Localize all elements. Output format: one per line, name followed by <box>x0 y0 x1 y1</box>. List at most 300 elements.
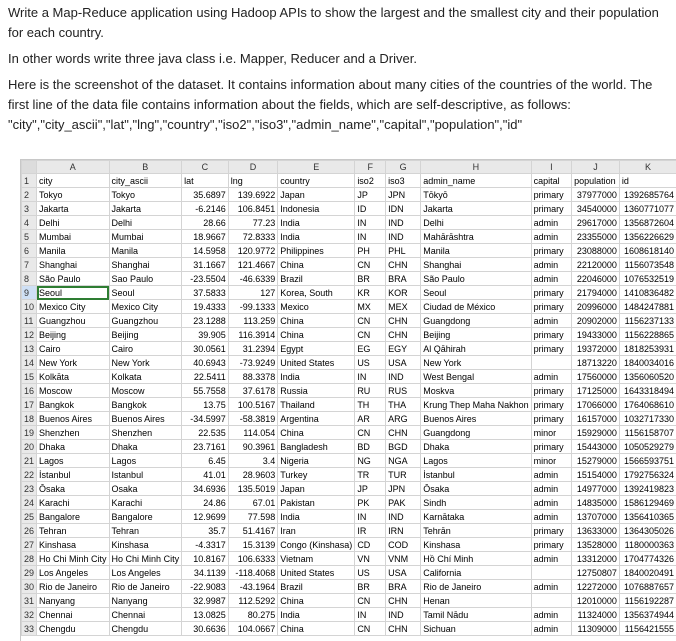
cell[interactable]: 1156192287 <box>619 594 676 608</box>
cell[interactable]: Al Qāhirah <box>421 342 531 356</box>
cell[interactable]: 139.6922 <box>228 188 278 202</box>
cell[interactable]: 6.45 <box>182 454 229 468</box>
cell[interactable]: CN <box>355 622 386 636</box>
cell[interactable]: Delhi <box>37 216 110 230</box>
cell[interactable]: 17125000 <box>572 384 620 398</box>
cell[interactable]: Nanyang <box>109 594 182 608</box>
row-number[interactable]: 6 <box>22 244 37 258</box>
row-number[interactable]: 14 <box>22 356 37 370</box>
cell[interactable]: 12010000 <box>572 594 620 608</box>
cell[interactable]: primary <box>531 538 571 552</box>
cell[interactable]: 1356226629 <box>619 230 676 244</box>
cell[interactable]: AR <box>355 412 386 426</box>
cell[interactable]: 23.1288 <box>182 314 229 328</box>
row-number[interactable]: 27 <box>22 538 37 552</box>
cell[interactable]: Henan <box>421 594 531 608</box>
cell[interactable]: Kinshasa <box>37 538 110 552</box>
cell[interactable]: Congo (Kinshasa) <box>278 538 355 552</box>
cell[interactable]: 15279000 <box>572 454 620 468</box>
cell[interactable]: MEX <box>386 300 421 314</box>
cell[interactable]: 1586129469 <box>619 496 676 510</box>
cell[interactable]: China <box>278 258 355 272</box>
cell[interactable]: KOR <box>386 286 421 300</box>
cell[interactable]: Lagos <box>421 454 531 468</box>
cell[interactable]: Manila <box>109 244 182 258</box>
cell[interactable]: Los Angeles <box>37 566 110 580</box>
cell[interactable]: US <box>355 356 386 370</box>
cell[interactable]: Egypt <box>278 342 355 356</box>
cell[interactable]: IDN <box>386 202 421 216</box>
cell[interactable]: 1410836482 <box>619 286 676 300</box>
cell[interactable]: 106.8451 <box>228 202 278 216</box>
cell[interactable]: Chengdu <box>37 622 110 636</box>
cell[interactable]: California <box>421 566 531 580</box>
cell[interactable]: Indonesia <box>278 202 355 216</box>
cell[interactable]: NG <box>355 454 386 468</box>
cell[interactable]: admin <box>531 370 571 384</box>
cell[interactable]: primary <box>531 384 571 398</box>
cell[interactable]: China <box>278 594 355 608</box>
cell[interactable]: primary <box>531 244 571 258</box>
cell[interactable] <box>531 594 571 608</box>
cell[interactable]: Chengdu <box>109 622 182 636</box>
cell[interactable]: IR <box>355 524 386 538</box>
cell[interactable]: 14835000 <box>572 496 620 510</box>
cell[interactable]: 88.3378 <box>228 370 278 384</box>
cell[interactable]: TUR <box>386 468 421 482</box>
cell[interactable]: RU <box>355 384 386 398</box>
cell[interactable]: Iran <box>278 524 355 538</box>
cell[interactable]: admin <box>531 552 571 566</box>
cell[interactable]: 13.0825 <box>182 608 229 622</box>
cell[interactable]: Vietnam <box>278 552 355 566</box>
row-number[interactable]: 10 <box>22 300 37 314</box>
cell[interactable]: New York <box>109 356 182 370</box>
cell[interactable]: USA <box>386 566 421 580</box>
cell[interactable]: CN <box>355 328 386 342</box>
cell[interactable]: JP <box>355 482 386 496</box>
cell[interactable]: 1704774326 <box>619 552 676 566</box>
cell[interactable]: CHN <box>386 426 421 440</box>
cell[interactable]: 39.905 <box>182 328 229 342</box>
cell[interactable]: population <box>572 174 620 188</box>
cell[interactable]: -46.6339 <box>228 272 278 286</box>
cell[interactable]: 55.7558 <box>182 384 229 398</box>
cell[interactable]: THA <box>386 398 421 412</box>
cell[interactable]: 28.66 <box>182 216 229 230</box>
cell[interactable]: 1156228865 <box>619 328 676 342</box>
row-number[interactable]: 26 <box>22 524 37 538</box>
cell[interactable]: 106.6333 <box>228 552 278 566</box>
cell[interactable]: Japan <box>278 482 355 496</box>
row-number[interactable]: 24 <box>22 496 37 510</box>
cell[interactable]: India <box>278 216 355 230</box>
cell[interactable]: 1032717330 <box>619 412 676 426</box>
cell[interactable]: Nigeria <box>278 454 355 468</box>
cell[interactable]: 15.3139 <box>228 538 278 552</box>
cell[interactable]: Dhaka <box>421 440 531 454</box>
cell[interactable]: 77.598 <box>228 510 278 524</box>
cell[interactable]: 121.4667 <box>228 258 278 272</box>
cell[interactable]: primary <box>531 524 571 538</box>
row-number[interactable]: 18 <box>22 412 37 426</box>
cell[interactable]: iso3 <box>386 174 421 188</box>
cell[interactable]: Moskva <box>421 384 531 398</box>
cell[interactable]: 30.6636 <box>182 622 229 636</box>
cell[interactable]: Guangdong <box>421 426 531 440</box>
cell[interactable]: ID <box>355 202 386 216</box>
cell[interactable]: 1566593751 <box>619 454 676 468</box>
cell[interactable]: İstanbul <box>37 468 110 482</box>
cell[interactable]: primary <box>531 286 571 300</box>
cell[interactable]: Los Angeles <box>109 566 182 580</box>
cell[interactable]: -34.5997 <box>182 412 229 426</box>
cell[interactable]: 13633000 <box>572 524 620 538</box>
cell[interactable]: Korea, South <box>278 286 355 300</box>
cell[interactable]: Tokyo <box>109 188 182 202</box>
cell[interactable]: Brazil <box>278 272 355 286</box>
cell[interactable]: -23.5504 <box>182 272 229 286</box>
cell[interactable]: primary <box>531 188 571 202</box>
cell[interactable]: Sao Paulo <box>109 272 182 286</box>
cell[interactable]: 24.86 <box>182 496 229 510</box>
cell[interactable]: lng <box>228 174 278 188</box>
cell[interactable]: 1356410365 <box>619 510 676 524</box>
cell[interactable]: BR <box>355 272 386 286</box>
cell[interactable]: Krung Thep Maha Nakhon <box>421 398 531 412</box>
cell[interactable]: admin <box>531 608 571 622</box>
row-number[interactable]: 31 <box>22 594 37 608</box>
row-number[interactable]: 9 <box>22 286 37 300</box>
cell[interactable]: Seoul <box>109 286 182 300</box>
cell[interactable]: 1050529279 <box>619 440 676 454</box>
row-number[interactable]: 28 <box>22 552 37 566</box>
cell[interactable]: 17066000 <box>572 398 620 412</box>
cell[interactable]: Manila <box>37 244 110 258</box>
cell[interactable]: 15443000 <box>572 440 620 454</box>
cell[interactable]: Tamil Nādu <box>421 608 531 622</box>
cell[interactable]: 1356872604 <box>619 216 676 230</box>
cell[interactable]: 14977000 <box>572 482 620 496</box>
cell[interactable]: 15154000 <box>572 468 620 482</box>
cell[interactable]: Tehran <box>37 524 110 538</box>
cell[interactable]: Tehrān <box>421 524 531 538</box>
row-number[interactable]: 8 <box>22 272 37 286</box>
cell[interactable]: Argentina <box>278 412 355 426</box>
cell[interactable]: Moscow <box>37 384 110 398</box>
cell[interactable]: 37.6178 <box>228 384 278 398</box>
cell[interactable]: Jakarta <box>37 202 110 216</box>
column-header-k[interactable]: K <box>619 161 676 174</box>
cell[interactable]: IN <box>355 510 386 524</box>
cell[interactable]: India <box>278 370 355 384</box>
cell[interactable]: admin <box>531 622 571 636</box>
cell[interactable]: 11309000 <box>572 622 620 636</box>
cell[interactable]: admin <box>531 482 571 496</box>
column-header-a[interactable]: A <box>37 161 110 174</box>
cell[interactable]: Bangkok <box>109 398 182 412</box>
cell[interactable]: admin <box>531 496 571 510</box>
cell[interactable]: India <box>278 230 355 244</box>
cell[interactable]: 116.3914 <box>228 328 278 342</box>
cell[interactable]: Shanghai <box>37 258 110 272</box>
cell[interactable]: China <box>278 314 355 328</box>
cell[interactable]: Pakistan <box>278 496 355 510</box>
cell[interactable]: IRN <box>386 524 421 538</box>
cell[interactable] <box>531 356 571 370</box>
cell[interactable]: Kinshasa <box>109 538 182 552</box>
cell[interactable]: Mahārāshtra <box>421 230 531 244</box>
cell[interactable]: RUS <box>386 384 421 398</box>
cell[interactable]: São Paulo <box>37 272 110 286</box>
cell[interactable]: 72.8333 <box>228 230 278 244</box>
cell[interactable]: IN <box>355 608 386 622</box>
cell[interactable]: Shenzhen <box>37 426 110 440</box>
row-number[interactable]: 13 <box>22 342 37 356</box>
cell[interactable]: admin <box>531 314 571 328</box>
cell[interactable]: Kolkāta <box>37 370 110 384</box>
cell[interactable]: primary <box>531 440 571 454</box>
cell[interactable]: 37.5833 <box>182 286 229 300</box>
cell[interactable]: 31.2394 <box>228 342 278 356</box>
cell[interactable]: 1818253931 <box>619 342 676 356</box>
cell[interactable] <box>531 566 571 580</box>
cell[interactable]: 127 <box>228 286 278 300</box>
cell[interactable]: 12750807 <box>572 566 620 580</box>
row-number[interactable]: 7 <box>22 258 37 272</box>
cell[interactable]: 1156073548 <box>619 258 676 272</box>
cell[interactable]: Bangkok <box>37 398 110 412</box>
row-number[interactable]: 30 <box>22 580 37 594</box>
cell[interactable]: IND <box>386 216 421 230</box>
cell[interactable]: -73.9249 <box>228 356 278 370</box>
cell[interactable]: Dhaka <box>37 440 110 454</box>
cell[interactable]: 80.275 <box>228 608 278 622</box>
cell[interactable]: Karachi <box>37 496 110 510</box>
cell[interactable]: Manila <box>421 244 531 258</box>
cell[interactable]: CHN <box>386 314 421 328</box>
cell[interactable]: 12.9699 <box>182 510 229 524</box>
cell[interactable]: Shanghai <box>421 258 531 272</box>
cell[interactable]: 13.75 <box>182 398 229 412</box>
cell[interactable]: BRA <box>386 272 421 286</box>
cell[interactable]: China <box>278 328 355 342</box>
cell[interactable]: New York <box>421 356 531 370</box>
cell[interactable]: Beijing <box>37 328 110 342</box>
cell[interactable]: lat <box>182 174 229 188</box>
cell[interactable]: CN <box>355 258 386 272</box>
cell[interactable]: Turkey <box>278 468 355 482</box>
cell[interactable]: admin <box>531 580 571 594</box>
cell[interactable]: 1484247881 <box>619 300 676 314</box>
cell[interactable]: Mumbai <box>109 230 182 244</box>
cell[interactable]: 18713220 <box>572 356 620 370</box>
cell[interactable]: 41.01 <box>182 468 229 482</box>
cell[interactable]: Brazil <box>278 580 355 594</box>
cell[interactable]: CD <box>355 538 386 552</box>
row-number[interactable]: 2 <box>22 188 37 202</box>
cell[interactable]: BR <box>355 580 386 594</box>
cell[interactable]: Rio de Janeiro <box>109 580 182 594</box>
cell[interactable]: 13312000 <box>572 552 620 566</box>
cell[interactable]: 29617000 <box>572 216 620 230</box>
cell[interactable]: 1608618140 <box>619 244 676 258</box>
cell[interactable]: 40.6943 <box>182 356 229 370</box>
cell[interactable]: Karnātaka <box>421 510 531 524</box>
cell[interactable]: 104.0667 <box>228 622 278 636</box>
cell[interactable]: Ōsaka <box>37 482 110 496</box>
cell[interactable]: 11324000 <box>572 608 620 622</box>
cell[interactable]: admin <box>531 216 571 230</box>
cell[interactable]: 16157000 <box>572 412 620 426</box>
cell[interactable]: Japan <box>278 188 355 202</box>
cell[interactable]: 1180000363 <box>619 538 676 552</box>
cell[interactable]: Thailand <box>278 398 355 412</box>
row-number[interactable]: 33 <box>22 622 37 636</box>
cell[interactable]: 1392685764 <box>619 188 676 202</box>
row-number[interactable]: 22 <box>22 468 37 482</box>
cell[interactable]: 135.5019 <box>228 482 278 496</box>
cell[interactable]: 17560000 <box>572 370 620 384</box>
row-number[interactable]: 4 <box>22 216 37 230</box>
cell[interactable]: Nanyang <box>37 594 110 608</box>
cell[interactable]: 15929000 <box>572 426 620 440</box>
row-number[interactable]: 16 <box>22 384 37 398</box>
cell[interactable]: IN <box>355 230 386 244</box>
cell[interactable]: 1356374944 <box>619 608 676 622</box>
cell[interactable]: Ho Chi Minh City <box>37 552 110 566</box>
cell[interactable]: India <box>278 510 355 524</box>
cell[interactable]: Tōkyō <box>421 188 531 202</box>
cell[interactable]: primary <box>531 300 571 314</box>
cell[interactable]: Tokyo <box>37 188 110 202</box>
cell[interactable]: Istanbul <box>109 468 182 482</box>
cell[interactable]: İstanbul <box>421 468 531 482</box>
cell[interactable]: Buenos Aires <box>37 412 110 426</box>
cell[interactable]: 22.5411 <box>182 370 229 384</box>
cell[interactable]: 13528000 <box>572 538 620 552</box>
cell[interactable]: 22120000 <box>572 258 620 272</box>
cell[interactable]: 67.01 <box>228 496 278 510</box>
cell[interactable]: West Bengal <box>421 370 531 384</box>
cell[interactable]: Shenzhen <box>109 426 182 440</box>
cell[interactable]: Seoul <box>37 286 110 300</box>
cell[interactable]: Kolkata <box>109 370 182 384</box>
row-number[interactable]: 11 <box>22 314 37 328</box>
cell[interactable]: CN <box>355 314 386 328</box>
row-number[interactable]: 25 <box>22 510 37 524</box>
cell[interactable]: Hồ Chí Minh <box>421 552 531 566</box>
select-all-corner[interactable] <box>22 161 37 174</box>
cell[interactable]: 13707000 <box>572 510 620 524</box>
cell[interactable]: 1076887657 <box>619 580 676 594</box>
cell[interactable]: minor <box>531 454 571 468</box>
cell[interactable]: admin <box>531 510 571 524</box>
cell[interactable]: USA <box>386 356 421 370</box>
cell[interactable]: 30.0561 <box>182 342 229 356</box>
cell[interactable]: 19433000 <box>572 328 620 342</box>
cell[interactable]: primary <box>531 328 571 342</box>
cell[interactable]: Mexico <box>278 300 355 314</box>
cell[interactable]: 10.8167 <box>182 552 229 566</box>
cell[interactable]: CN <box>355 426 386 440</box>
cell[interactable]: Ho Chi Minh City <box>109 552 182 566</box>
cell[interactable]: 1764068610 <box>619 398 676 412</box>
cell[interactable]: capital <box>531 174 571 188</box>
cell[interactable]: Lagos <box>37 454 110 468</box>
cell[interactable]: 12272000 <box>572 580 620 594</box>
row-number[interactable]: 19 <box>22 426 37 440</box>
cell[interactable]: Rio de Janeiro <box>37 580 110 594</box>
cell[interactable]: Sichuan <box>421 622 531 636</box>
cell[interactable]: PH <box>355 244 386 258</box>
cell[interactable]: Beijing <box>109 328 182 342</box>
row-number[interactable]: 20 <box>22 440 37 454</box>
cell[interactable]: 77.23 <box>228 216 278 230</box>
cell[interactable]: 35.6897 <box>182 188 229 202</box>
cell[interactable]: JPN <box>386 188 421 202</box>
cell[interactable]: -6.2146 <box>182 202 229 216</box>
cell[interactable]: primary <box>531 342 571 356</box>
cell[interactable]: 14.5958 <box>182 244 229 258</box>
cell[interactable]: Cairo <box>37 342 110 356</box>
cell[interactable]: COD <box>386 538 421 552</box>
cell[interactable]: Delhi <box>109 216 182 230</box>
cell[interactable]: -58.3819 <box>228 412 278 426</box>
cell[interactable]: PK <box>355 496 386 510</box>
cell[interactable]: -43.1964 <box>228 580 278 594</box>
cell[interactable]: 1840020491 <box>619 566 676 580</box>
cell[interactable]: 19.4333 <box>182 300 229 314</box>
cell[interactable]: 34.6936 <box>182 482 229 496</box>
cell[interactable]: Philippines <box>278 244 355 258</box>
cell[interactable]: CHN <box>386 622 421 636</box>
cell[interactable]: 1643318494 <box>619 384 676 398</box>
cell[interactable]: 18.9667 <box>182 230 229 244</box>
cell[interactable]: 1156421555 <box>619 622 676 636</box>
row-number[interactable]: 3 <box>22 202 37 216</box>
row-number[interactable]: 12 <box>22 328 37 342</box>
cell[interactable]: 23088000 <box>572 244 620 258</box>
cell[interactable]: Guangzhou <box>109 314 182 328</box>
cell[interactable]: Jakarta <box>421 202 531 216</box>
row-number[interactable]: 5 <box>22 230 37 244</box>
cell[interactable]: Karachi <box>109 496 182 510</box>
cell[interactable]: 1360771077 <box>619 202 676 216</box>
cell[interactable]: Sindh <box>421 496 531 510</box>
cell[interactable]: 23.7161 <box>182 440 229 454</box>
cell[interactable]: IND <box>386 510 421 524</box>
cell[interactable]: 32.9987 <box>182 594 229 608</box>
cell[interactable]: 90.3961 <box>228 440 278 454</box>
cell[interactable]: China <box>278 426 355 440</box>
cell[interactable]: BGD <box>386 440 421 454</box>
cell[interactable]: 1792756324 <box>619 468 676 482</box>
cell[interactable]: Guangdong <box>421 314 531 328</box>
row-number[interactable]: 32 <box>22 608 37 622</box>
cell[interactable]: Lagos <box>109 454 182 468</box>
cell[interactable]: admin_name <box>421 174 531 188</box>
cell[interactable]: 1840034016 <box>619 356 676 370</box>
cell[interactable]: -4.3317 <box>182 538 229 552</box>
cell[interactable]: 31.1667 <box>182 258 229 272</box>
column-header-d[interactable]: D <box>228 161 278 174</box>
cell[interactable]: country <box>278 174 355 188</box>
cell[interactable]: PHL <box>386 244 421 258</box>
cell[interactable]: primary <box>531 412 571 426</box>
cell[interactable]: 20902000 <box>572 314 620 328</box>
cell[interactable]: CHN <box>386 258 421 272</box>
